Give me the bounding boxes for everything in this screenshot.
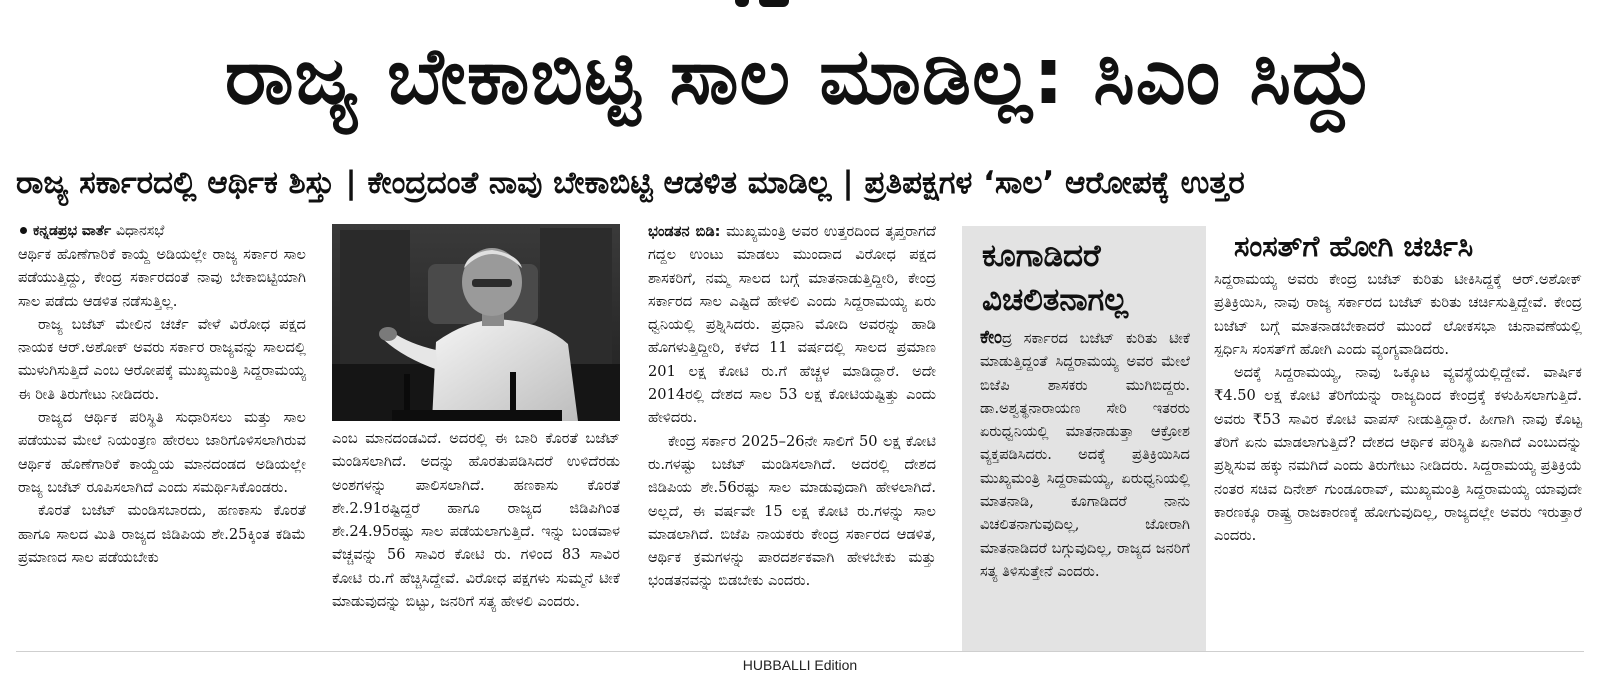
article-column-1 (18, 220, 306, 569)
paragraph: ಅದಕ್ಕೆ ಸಿದ್ದರಾಮಯ್ಯ, ನಾವು ಒಕ್ಕೂಟ ವ್ಯವಸ್ಥೆಯಲ್ಲಿದ್ದೇವೆ. ವಾರ್ಷಿಕ ₹4.50 ಲಕ್ಷ ಕೋಟಿ ತೆರಿಗೆಯನ್ನು ರಾಜ್ಯದಿಂದ ಕೇಂದ್ರಕ್ಕೆ ಕಳುಹಿಸಲಾಗುತ್ತಿದೆ. ಅವರು ₹53 ಸಾವಿರ ಕೋಟಿ ವಾಪಸ್ ನೀಡುತ್ತಿದ್ದಾರೆ. ಹೀಗಾಗಿ ನಾವು ಕೊಟ್ಟ ತೆರಿಗೆ ಏನು ಮಾಡಲಾಗುತ್ತಿದೆ? ದೇಶದ ಆರ್ಥಿಕ ಪರಿಸ್ಥಿತಿ ಏನಾಗಿದೆ ಎಂಬುದನ್ನು ಪ್ರಶ್ನಿಸುವ ಹಕ್ಕು ನಮಗಿದೆ ಎಂದು ತಿರುಗೇಟು ನೀಡಿದರು. ಸಿದ್ದರಾಮಯ್ಯ ಪ್ರತಿಕ್ರಿಯೆ ನಂತರ ಸಚಿವ ದಿನೇಶ್ ಗುಂಡೂರಾವ್, ಮುಖ್ಯಮಂತ್ರಿ ಸಿದ್ದರಾಮಯ್ಯ ಯಾವುದೇ ಕಾರಣಕ್ಕೂ ರಾಷ್ಟ್ರ ರಾಜಕಾರಣಕ್ಕೆ ಹೋಗುವುದಿಲ್ಲ, ರಾಜ್ಯದಲ್ಲೇ ಅವರು ಇರುತ್ತಾರೆ ಎಂದರು. (1214, 364, 1582, 545)
column-5-heading: ಸಂಸತ್‌ಗೆ ಹೋಗಿ ಚರ್ಚಿಸಿ (1234, 229, 1474, 263)
news-photo-cm-speaking (332, 224, 620, 421)
box-body: ದ್ರ ಸರ್ಕಾರದ ಬಜೆಟ್ ಕುರಿತು ಟೀಕೆ ಮಾಡುತ್ತಿದ್ದಂತೆ ಸಿದ್ದರಾಮಯ್ಯ ಅವರ ಮೇಲೆ ಬಿಜೆಪಿ ಶಾಸಕರು ಮುಗಿಬಿದ್ದರು. ಡಾ.ಅಶ್ವತ್ಥನಾರಾಯಣ ಸೇರಿ ಇತರರು ಏರುಧ್ವನಿಯಲ್ಲಿ ಮಾತನಾಡುತ್ತಾ ಆಕ್ರೋಶ ವ್ಯಕ್ತಪಡಿಸಿದರು. ಅದಕ್ಕೆ ಪ್ರತಿಕ್ರಿಯಿಸಿದ ಮುಖ್ಯಮಂತ್ರಿ ಸಿದ್ದರಾಮಯ್ಯ, ಏರುಧ್ವನಿಯಲ್ಲಿ ಮಾತನಾಡಿ, ಕೂಗಾಡಿದರೆ ನಾನು ವಿಚಲಿತನಾಗುವುದಿಲ್ಲ, ಜೋರಾಗಿ ಮಾತನಾಡಿದರೆ ಬಗ್ಗುವುದಿಲ್ಲ, ರಾಜ್ಯದ ಜನರಿಗೆ ಸತ್ಯ ತಿಳಿಸುತ್ತೇನೆ ಎಂದರು. (980, 330, 1190, 580)
byline-agency: ಕನ್ನಡಪ್ರಭ ವಾರ್ತೆ (33, 223, 112, 239)
paragraph: ಸಿದ್ದರಾಮಯ್ಯ ಅವರು ಕೇಂದ್ರ ಬಜೆಟ್ ಕುರಿತು ಟೀಕಿಸಿದ್ದಕ್ಕೆ ಆರ್.ಅಶೋಕ್ ಪ್ರತಿಕ್ರಿಯಿಸಿ, ನಾವು ರಾಜ್ಯ ಸರ್ಕಾರದ ಬಜೆಟ್ ಕುರಿತು ಚರ್ಚಿಸುತ್ತಿದ್ದೇವೆ. ಕೇಂದ್ರ ಬಜೆಟ್ ಬಗ್ಗೆ ಮಾತನಾಡಬೇಕಾದರೆ ಮುಂದೆ ಲೋಕಸಭಾ ಚುನಾವಣೆಯಲ್ಲಿ ಸ್ಪರ್ಧಿಸಿ ಸಂಸತ್‌ಗೆ ಹೋಗಿ ಎಂದು ವ್ಯಂಗ್ಯವಾಡಿದರು. (1214, 271, 1582, 358)
article-column-5 (1214, 268, 1582, 548)
article-column-2 (332, 427, 620, 613)
paragraph: ರಾಜ್ಯ ಬಜೆಟ್ ಮೇಲಿನ ಚರ್ಚೆ ವೇಳೆ ವಿರೋಧ ಪಕ್ಷದ ನಾಯಕ ಆರ್.ಅಶೋಕ್ ಅವರು ಸರ್ಕಾರ ರಾಜ್ಯವನ್ನು ಸಾಲದಲ್ಲಿ ಮುಳುಗಿಸುತ್ತಿದೆ ಎಂಬ ಆರೋಪಕ್ಕೆ ಮುಖ್ಯಮಂತ್ರಿ ಸಿದ್ದರಾಮಯ್ಯ ಈ ರೀತಿ ತಿರುಗೇಟು ನೀಡಿದರು. (18, 315, 306, 403)
photo-illustration (332, 224, 620, 421)
paragraph: ರಾಜ್ಯದ ಆರ್ಥಿಕ ಪರಿಸ್ಥಿತಿ ಸುಧಾರಿಸಲು ಮತ್ತು ಸಾಲ ಪಡೆಯುವ ಮೇಲೆ ನಿಯಂತ್ರಣ ಹೇರಲು ಜಾರಿಗೊಳಿಸಲಾಗಿರುವ ಆರ್ಥಿಕ ಹೊಣೆಗಾರಿಕೆ ಕಾಯ್ದೆಯ ಮಾನದಂಡದ ಅಡಿಯಲ್ಲೇ ರಾಜ್ಯ ಬಜೆಟ್ ರೂಪಿಸಲಾಗಿದೆ ಎಂದು ಸಮರ್ಥಿಸಿಕೊಂಡರು. (18, 409, 306, 496)
byline (18, 220, 306, 243)
box-text (980, 326, 1190, 583)
cropped-header-fragment (735, 0, 915, 6)
paragraph: ಕೊರತೆ ಬಜೆಟ್ ಮಂಡಿಸಬಾರದು, ಹಣಕಾಸು ಕೊರತೆ ಹಾಗೂ ಸಾಲದ ಮಿತಿ ರಾಜ್ಯದ ಜಿಡಿಪಿಯ ಶೇ.25ಕ್ಕಿಂತ ಕಡಿಮೆ ಪ್ರಮಾಣದ ಸಾಲ ಪಡೆಯಬೇಕು (18, 502, 306, 566)
footer-divider (16, 651, 1584, 652)
box-dropcap: ಕೇಂ (980, 327, 1002, 348)
section-lead-label: ಭಂಡತನ ಬಿಡಿ: (648, 223, 721, 240)
paragraph: ಆರ್ಥಿಕ ಹೊಣೆಗಾರಿಕೆ ಕಾಯ್ದೆ ಅಡಿಯಲ್ಲೇ ರಾಜ್ಯ ಸರ್ಕಾರ ಸಾಲ ಪಡೆಯುತ್ತಿದ್ದು, ಕೇಂದ್ರ ಸರ್ಕಾರದಂತೆ ನಾವು ಬೇಕಾಬಿಟ್ಟಿಯಾಗಿ ಸಾಲ ಪಡೆದು ಆಡಳಿತ ನಡೆಸುತ್ತಿಲ್ಲ. (18, 246, 306, 310)
headline: ರಾಜ್ಯ ಬೇಕಾಬಿಟ್ಟಿ ಸಾಲ ಮಾಡಿಲ್ಲ: ಸಿಎಂ ಸಿದ್ದು (224, 32, 1376, 122)
byline-place: ವಿಧಾನಸಭೆ (115, 223, 165, 239)
sidebar-box (962, 226, 1206, 651)
paragraph: ಕೇಂದ್ರ ಸರ್ಕಾರ 2025–26ನೇ ಸಾಲಿಗೆ 50 ಲಕ್ಷ ಕೋಟಿ ರು.ಗಳಷ್ಟು ಬಜೆಟ್ ಮಂಡಿಸಲಾಗಿದೆ. ಅದರಲ್ಲಿ ದೇಶದ ಜಿಡಿಪಿಯ ಶೇ.56ರಷ್ಟು ಸಾಲ ಮಾಡುವುದಾಗಿ ಹೇಳಲಾಗಿದೆ. ಅಲ್ಲದೆ, ಈ ವರ್ಷವೇ 15 ಲಕ್ಷ ಕೋಟಿ ರು.ಗಳನ್ನು ಸಾಲ ಮಾಡಲಾಗಿದೆ. ಬಿಜೆಪಿ ನಾಯಕರು ಕೇಂದ್ರ ಸರ್ಕಾರದ ಆಡಳಿತ, ಆರ್ಥಿಕ ಕ್ರಮಗಳನ್ನು ಪಾರದರ್ಶಕವಾಗಿ ಹೇಳಬೇಕು ಮತ್ತು ಭಂಡತನವನ್ನು ಬಿಡಬೇಕು ಎಂದರು. (648, 432, 936, 590)
subheadline: ರಾಜ್ಯ ಸರ್ಕಾರದಲ್ಲಿ ಆರ್ಥಿಕ ಶಿಸ್ತು | ಕೇಂದ್ರದಂತೆ ನಾವು ಬೇಕಾಬಿಟ್ಟಿ ಆಡಳಿತ ಮಾಡಿಲ್ಲ | ಪ್ರತಿಪಕ್ಷಗಳ ‘ಸಾಲ’ ಆರೋಪಕ್ಕೆ ಉತ್ತರ (16, 165, 1245, 201)
edition-label: HUBBALLI Edition (742, 657, 858, 673)
paragraph-text: ಮುಖ್ಯಮಂತ್ರಿ ಅವರ ಉತ್ತರದಿಂದ ತೃಪ್ತರಾಗದೆ ಗದ್ದಲ ಉಂಟು ಮಾಡಲು ಮುಂದಾದ ವಿರೋಧ ಪಕ್ಷದ ಶಾಸಕರಿಗೆ, ನಮ್ಮ ಸಾಲದ ಬಗ್ಗೆ ಮಾತನಾಡುತ್ತಿದ್ದೀರಿ, ಕೇಂದ್ರ ಸರ್ಕಾರದ ಸಾಲ ಎಷ್ಟಿದೆ ಹೇಳಲಿ ಎಂದು ಸಿದ್ದರಾಮಯ್ಯ ಏರು ಧ್ವನಿಯಲ್ಲಿ ಪ್ರಶ್ನಿಸಿದರು. ಪ್ರಧಾನಿ ಮೋದಿ ಅವರನ್ನು ಹಾಡಿ ಹೊಗಳುತ್ತಿದ್ದೀರಿ, ಕಳೆದ 11 ವರ್ಷದಲ್ಲಿ ಸಾಲದ ಪ್ರಮಾಣ 201 ಲಕ್ಷ ಕೋಟಿ ರು.ಗೆ ಹೆಚ್ಚಳ ಮಾಡಿದ್ದಾರೆ. ಅದೇ 2014ರಲ್ಲಿ ದೇಶದ ಸಾಲ 53 ಲಕ್ಷ ಕೋಟಿಯಷ್ಟಿತ್ತು ಎಂದು ಹೇಳಿದರು. (648, 223, 937, 427)
cropped-footer-fragment (720, 678, 880, 683)
box-heading: ಕೂಗಾಡಿದರೆ ವಿಚಲಿತನಾಗಲ್ಲ (982, 238, 1129, 318)
article-column-3 (648, 220, 936, 593)
bullet-icon (20, 227, 27, 234)
paragraph: ಎಂಬ ಮಾನದಂಡವಿದೆ. ಅದರಲ್ಲಿ ಈ ಬಾರಿ ಕೊರತೆ ಬಜೆಟ್ ಮಂಡಿಸಲಾಗಿದೆ. ಅದನ್ನು ಹೊರತುಪಡಿಸಿದರೆ ಉಳಿದೆರಡು ಅಂಶಗಳನ್ನು ಪಾಲಿಸಲಾಗಿದೆ. ಹಣಕಾಸು ಕೊರತೆ ಶೇ.2.91ರಷ್ಟಿದ್ದರೆ ಹಾಗೂ ರಾಜ್ಯದ ಜಿಡಿಪಿಗಿಂತ ಶೇ.24.95ರಷ್ಟು ಸಾಲ ಪಡೆಯಲಾಗುತ್ತಿದೆ. ಇನ್ನು ಬಂಡವಾಳ ವೆಚ್ಚವನ್ನು 56 ಸಾವಿರ ಕೋಟಿ ರು. ಗಳಿಂದ 83 ಸಾವಿರ ಕೋಟಿ ರು.ಗೆ ಹೆಚ್ಚಿಸಿದ್ದೇವೆ. ವಿರೋಧ ಪಕ್ಷಗಳು ಸುಮ್ಮನೆ ಟೀಕೆ ಮಾಡುವುದನ್ನು ಬಿಟ್ಟು, ಜನರಿಗೆ ಸತ್ಯ ಹೇಳಲಿ ಎಂದರು. (332, 430, 620, 611)
paragraph (648, 220, 936, 430)
